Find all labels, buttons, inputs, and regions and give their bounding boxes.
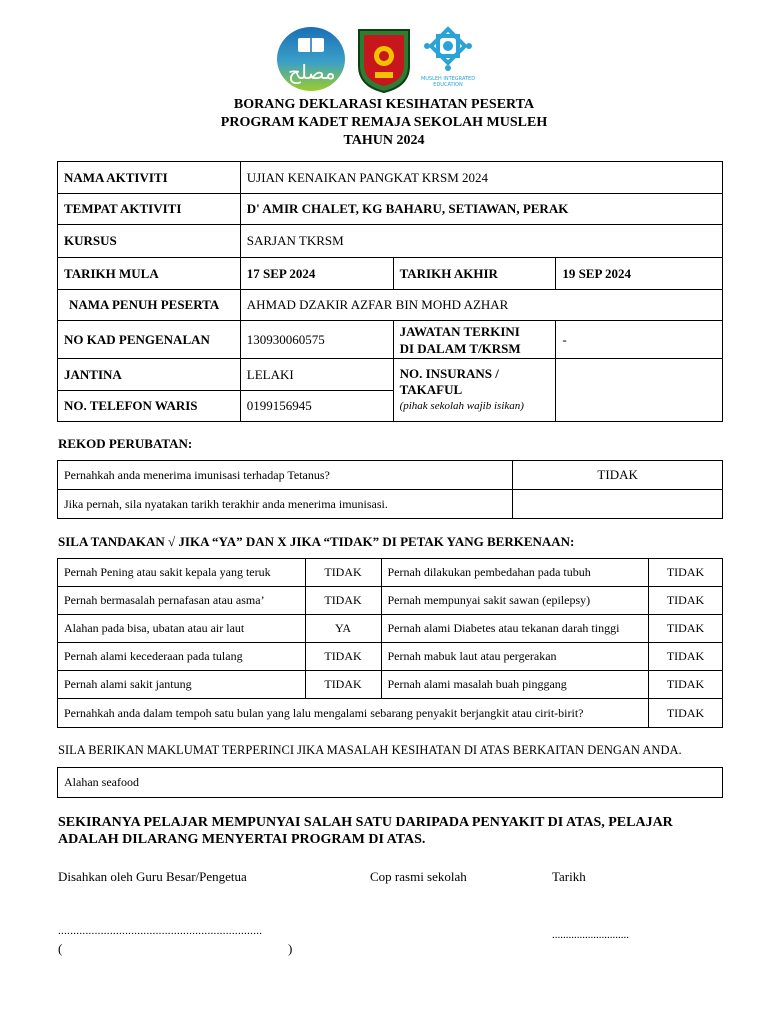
jawatan-label-line1: JAWATAN TERKINI xyxy=(399,323,520,339)
musleh-integrated-education-logo xyxy=(419,26,477,94)
infectious-disease-question: Pernahkah anda dalam tempoh satu bulan yang lalu mengalami sebarang penyakit berjangkit atau cirit-birit? xyxy=(58,699,649,728)
insurans-note: (pihak sekolah wajib isikan) xyxy=(399,400,524,412)
tarikh-mula-value[interactable]: 17 SEP 2024 xyxy=(240,258,393,290)
insurans-label-line1: NO. INSURANS / xyxy=(399,366,499,381)
date-line[interactable]: ............................ xyxy=(552,929,629,941)
warning-line1: SEKIRANYA PELAJAR MEMPUNYAI SALAH SATU DARIPADA PENYAKIT DI ATAS, PELAJAR xyxy=(58,815,673,830)
checklist-question: Pernah mabuk laut atau pergerakan xyxy=(381,643,649,671)
warning-line2: ADALAH DILARANG MENYERTAI PROGRAM DI ATAS. xyxy=(58,832,426,847)
musleh-logo xyxy=(276,26,346,92)
tempat-aktiviti-label: TEMPAT AKTIVITI xyxy=(58,194,241,225)
tetanus-answer[interactable]: TIDAK xyxy=(513,461,723,490)
insurans-value[interactable] xyxy=(556,359,723,422)
imunisasi-date-answer[interactable] xyxy=(513,490,723,519)
checklist-question: Pernah alami Diabetes atau tekanan darah tinggi xyxy=(381,615,649,643)
name-paren-open: ( xyxy=(58,941,63,956)
musleh-integrated-education-text: MUSLEH INTEGRATED EDUCATION xyxy=(420,76,476,88)
nama-aktiviti-value[interactable]: UJIAN KENAIKAN PANGKAT KRSM 2024 xyxy=(240,162,722,194)
nama-aktiviti-label: NAMA AKTIVITI xyxy=(58,162,241,194)
jawatan-label-line2: DI DALAM T/KRSM xyxy=(399,340,521,356)
year-title: TAHUN 2024 xyxy=(343,133,425,148)
program-title: PROGRAM KADET REMAJA SEKOLAH MUSLEH xyxy=(220,115,548,130)
tarikh-mula-label: TARIKH MULA xyxy=(58,258,241,290)
participant-info-table xyxy=(57,161,723,422)
name-paren-close: ) xyxy=(288,941,293,956)
school-crest-logo xyxy=(355,26,413,94)
health-checklist-table xyxy=(57,558,723,728)
telefon-waris-value[interactable]: 0199156945 xyxy=(240,391,393,422)
telefon-waris-label: NO. TELEFON WARIS xyxy=(58,391,241,422)
disahkan-label: Disahkan oleh Guru Besar/Pengetua xyxy=(58,869,247,884)
checklist-question: Pernah alami masalah buah pinggang xyxy=(381,671,649,699)
checklist-question: Pernah Pening atau sakit kepala yang teruk xyxy=(58,559,306,587)
insurans-label xyxy=(393,359,556,422)
signature-line[interactable]: ................................................................... xyxy=(58,925,263,937)
checklist-answer[interactable]: TIDAK xyxy=(305,643,381,671)
maklumat-table xyxy=(57,767,723,798)
checklist-answer[interactable]: TIDAK xyxy=(649,671,723,699)
checklist-question: Alahan pada bisa, ubatan atau air laut xyxy=(58,615,306,643)
tempat-aktiviti-value[interactable]: D' AMIR CHALET, KG BAHARU, SETIAWAN, PERAK xyxy=(240,194,722,225)
imunisasi-date-question: Jika pernah, sila nyatakan tarikh terakhir anda menerima imunisasi. xyxy=(58,490,513,519)
checklist-answer[interactable]: TIDAK xyxy=(649,559,723,587)
ic-label: NO KAD PENGENALAN xyxy=(58,321,241,359)
checklist-answer[interactable]: TIDAK xyxy=(649,587,723,615)
checklist-answer[interactable]: TIDAK xyxy=(649,643,723,671)
tarikh-akhir-value[interactable]: 19 SEP 2024 xyxy=(556,258,723,290)
nama-penuh-value[interactable]: AHMAD DZAKIR AZFAR BIN MOHD AZHAR xyxy=(240,290,722,321)
checklist-answer[interactable]: TIDAK xyxy=(305,671,381,699)
rekod-perubatan-table xyxy=(57,460,723,519)
maklumat-title: SILA BERIKAN MAKLUMAT TERPERINCI JIKA MASALAH KESIHATAN DI ATAS BERKAITAN DENGAN ANDA. xyxy=(58,743,682,757)
rekod-perubatan-title: REKOD PERUBATAN: xyxy=(58,436,193,451)
checklist-question: Pernah mempunyai sakit sawan (epilepsy) xyxy=(381,587,649,615)
jantina-label: JANTINA xyxy=(58,359,241,391)
insurans-label-line2: TAKAFUL xyxy=(399,382,463,397)
checklist-question: Pernah alami sakit jantung xyxy=(58,671,306,699)
nama-penuh-label: NAMA PENUH PESERTA xyxy=(58,290,241,321)
kursus-value[interactable]: SARJAN TKRSM xyxy=(240,225,722,258)
jawatan-label xyxy=(393,321,556,359)
checklist-question: Pernah dilakukan pembedahan pada tubuh xyxy=(381,559,649,587)
tarikh-akhir-label: TARIKH AKHIR xyxy=(393,258,556,290)
checklist-answer[interactable]: YA xyxy=(305,615,381,643)
checklist-answer[interactable]: TIDAK xyxy=(305,559,381,587)
checklist-question: Pernah alami kecederaan pada tulang xyxy=(58,643,306,671)
musleh-logo-arabic: مصلح xyxy=(288,60,336,84)
checklist-answer[interactable]: TIDAK xyxy=(649,615,723,643)
checklist-answer[interactable]: TIDAK xyxy=(305,587,381,615)
tarikh-label: Tarikh xyxy=(552,869,586,884)
tetanus-question: Pernahkah anda menerima imunisasi terhadap Tetanus? xyxy=(58,461,513,490)
checklist-question: Pernah bermasalah pernafasan atau asma’ xyxy=(58,587,306,615)
jantina-value[interactable]: LELAKI xyxy=(240,359,393,391)
kursus-label: KURSUS xyxy=(58,225,241,258)
ic-value[interactable]: 130930060575 xyxy=(240,321,393,359)
cop-rasmi-label: Cop rasmi sekolah xyxy=(370,869,467,884)
jawatan-value[interactable]: - xyxy=(556,321,723,359)
maklumat-value[interactable]: Alahan seafood xyxy=(58,768,723,798)
form-title: BORANG DEKLARASI KESIHATAN PESERTA xyxy=(233,97,535,112)
checklist-title: SILA TANDAKAN √ JIKA “YA” DAN X JIKA “TIDAK” DI PETAK YANG BERKENAAN: xyxy=(58,534,575,549)
infectious-disease-answer[interactable]: TIDAK xyxy=(649,699,723,728)
